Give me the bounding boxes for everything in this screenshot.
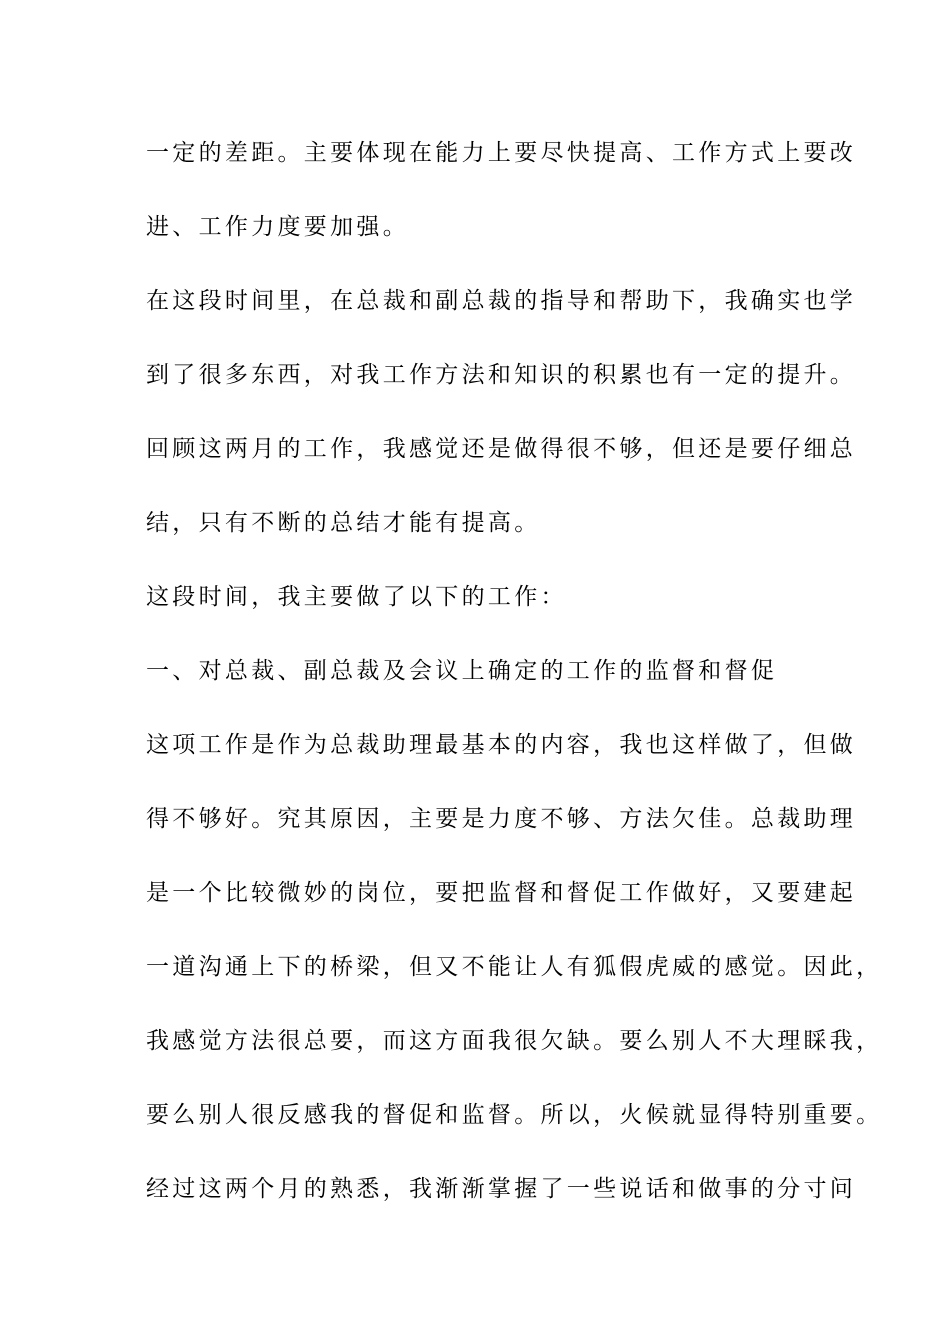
text-line-11: 是一个比较微妙的岗位，要把监督和督促工作做好，又要建起 [146,880,857,906]
text-line-1: 一定的差距。主要体现在能力上要尽快提高、工作方式上要改 [146,140,857,166]
section-heading: 一、对总裁、副总裁及会议上确定的工作的监督和督促 [146,658,778,684]
text-line-4: 到了很多东西，对我工作方法和知识的积累也有一定的提升。 [146,362,857,388]
text-line-10: 得不够好。究其原因，主要是力度不够、方法欠佳。总裁助理 [146,806,857,832]
text-line-15: 经过这两个月的熟悉，我渐渐掌握了一些说话和做事的分寸问 [146,1176,857,1202]
text-line-14: 要么别人很反感我的督促和监督。所以，火候就显得特别重要。 [146,1102,883,1128]
text-line-7: 这段时间，我主要做了以下的工作： [146,584,567,610]
text-line-13: 我感觉方法很总要，而这方面我很欠缺。要么别人不大理睬我， [146,1028,883,1054]
text-line-3: 在这段时间里，在总裁和副总裁的指导和帮助下，我确实也学 [146,288,857,314]
text-line-6: 结，只有不断的总结才能有提高。 [146,510,541,536]
text-line-9: 这项工作是作为总裁助理最基本的内容，我也这样做了，但做 [146,732,857,758]
text-line-12: 一道沟通上下的桥梁，但又不能让人有狐假虎威的感觉。因此， [146,954,883,980]
text-line-2: 进、工作力度要加强。 [146,214,409,240]
text-line-5: 回顾这两月的工作，我感觉还是做得很不够，但还是要仔细总 [146,436,857,462]
